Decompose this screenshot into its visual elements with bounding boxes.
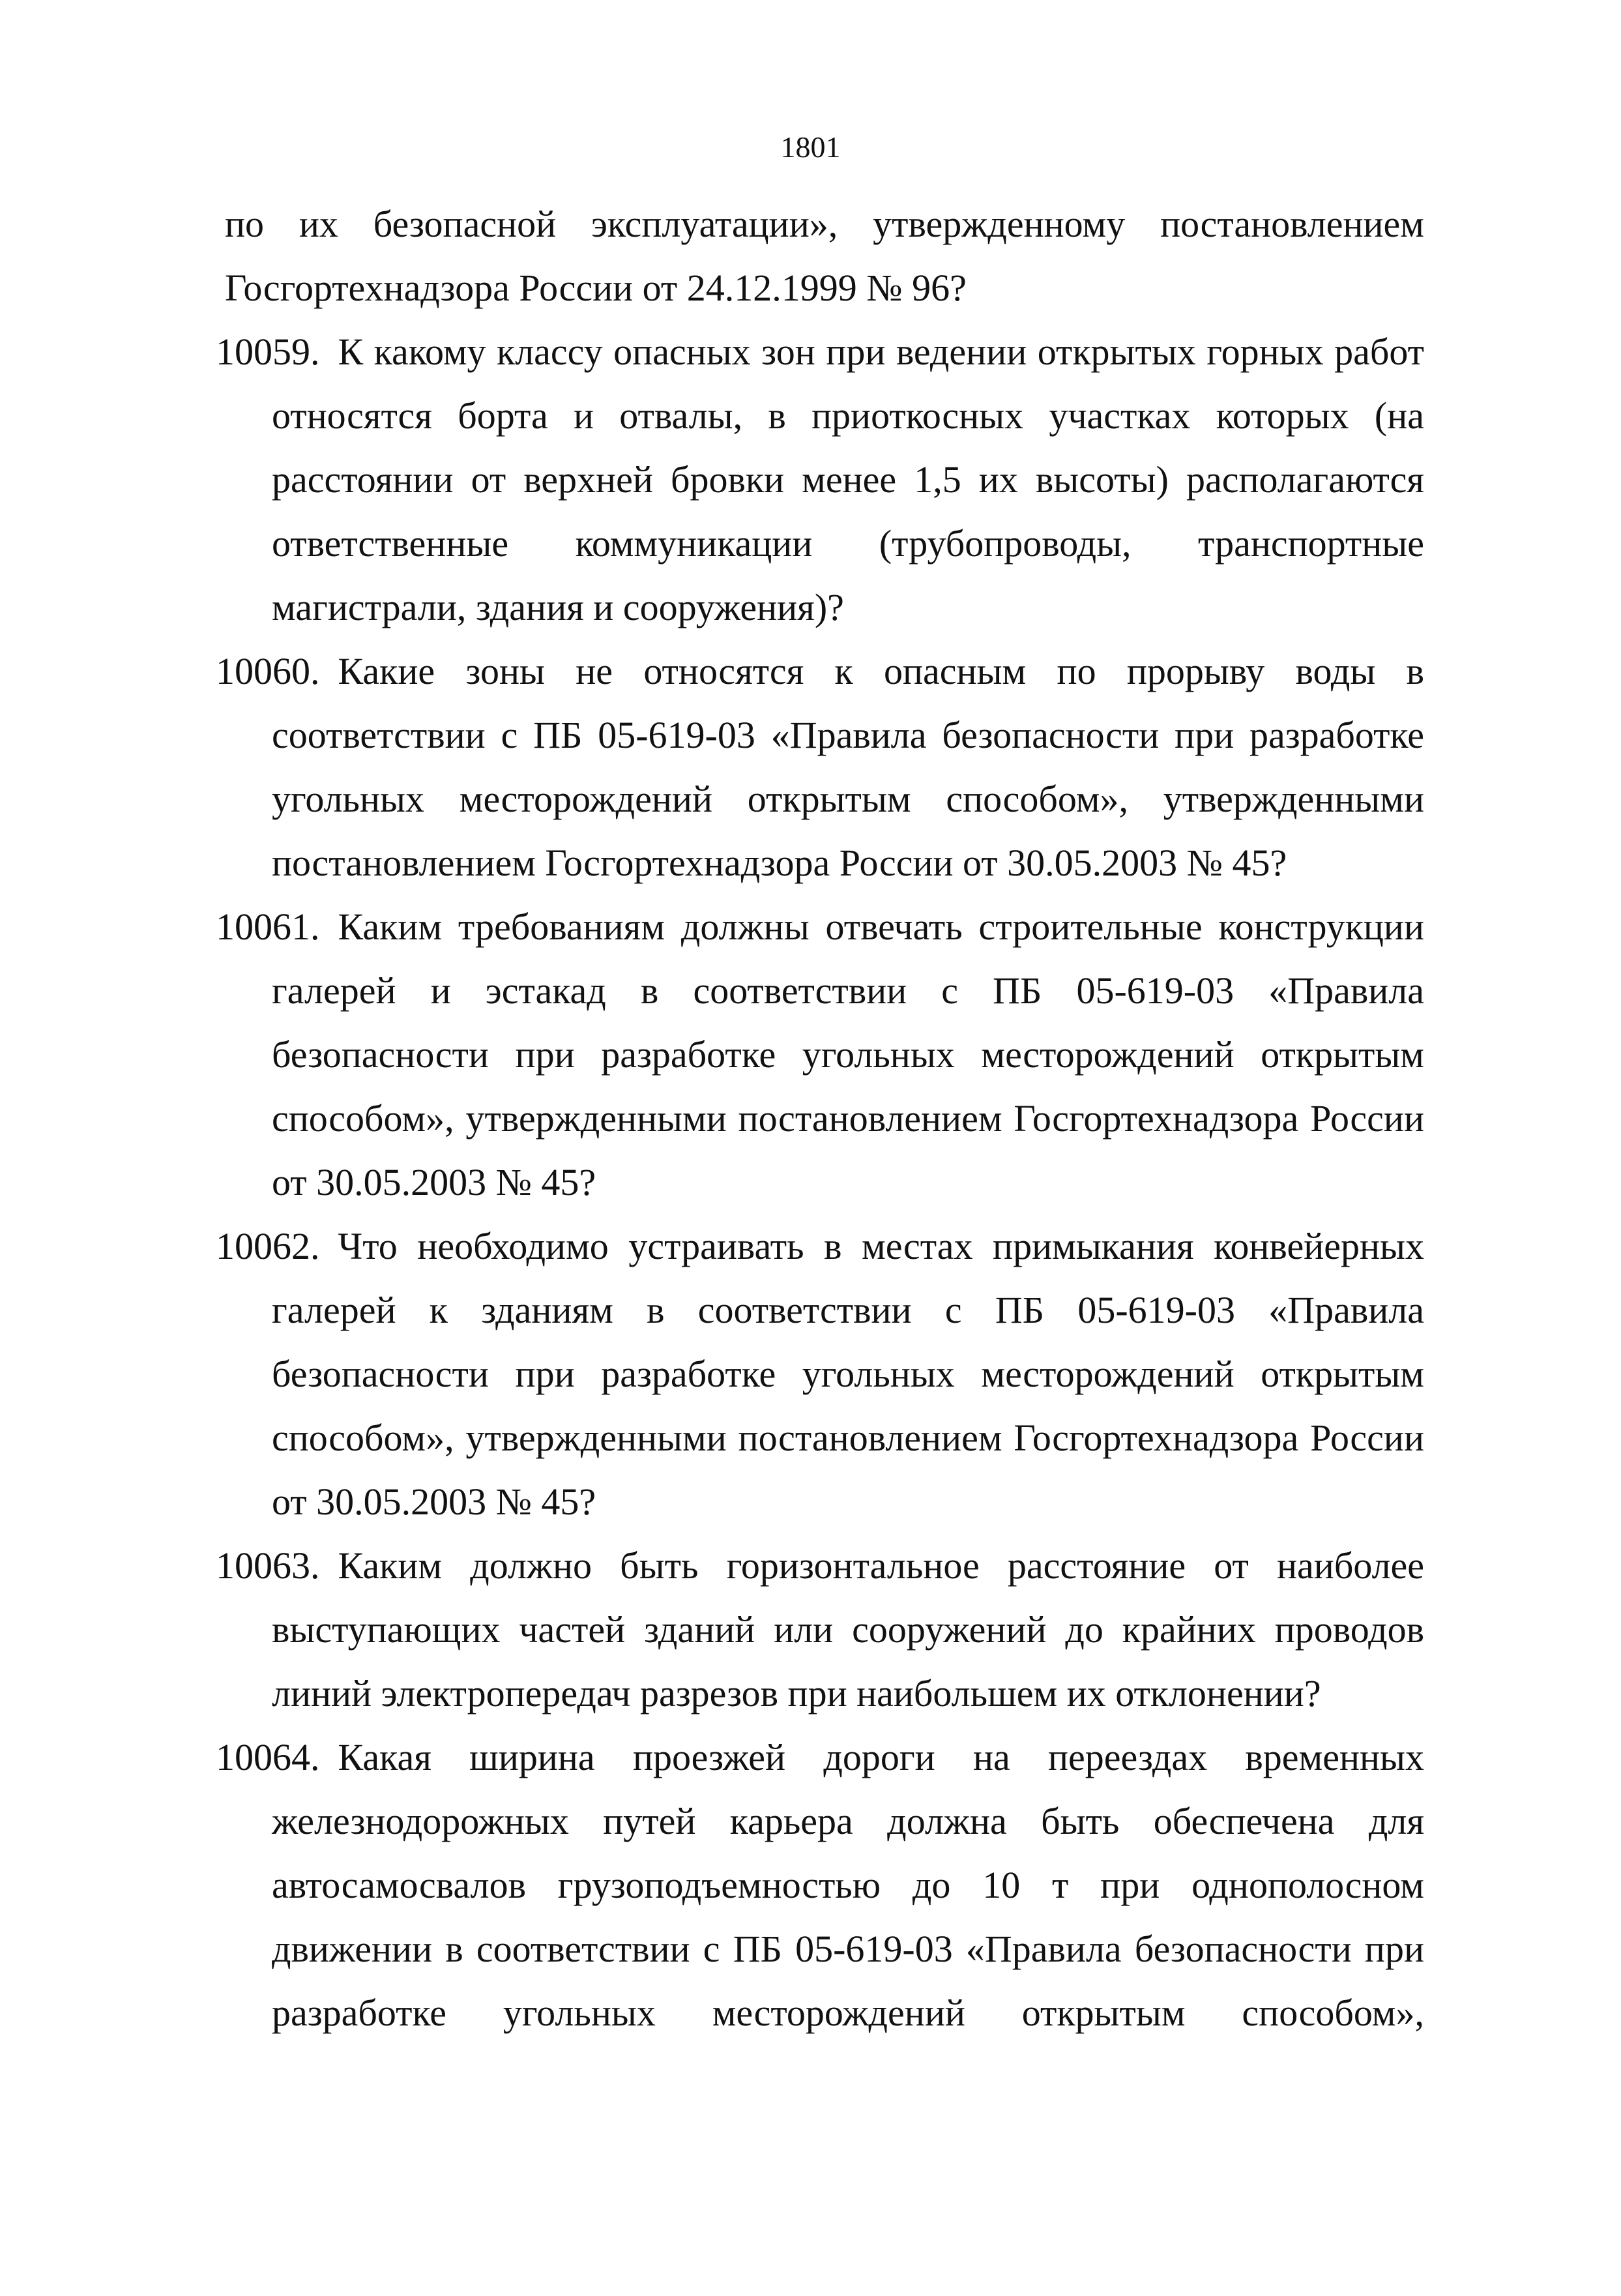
page-number: 1801	[780, 130, 841, 164]
question-item	[216, 1726, 1424, 2045]
question-text: Какие зоны не относятся к опасным по прорыву воды в соответствии с ПБ 05-619-03 «Правила безопасности при разработке угольных месторождений открытым способом», утвержденными постановлением Госгортехнадзора России от 30.05.2003 № 45?	[272, 650, 1424, 884]
question-text: К какому классу опасных зон при ведении открытых горных работ относятся борта и отвалы, в приоткосных участках которых (на расстоянии от верхней бровки менее 1,5 их высоты) располагаются ответственные коммуникации (трубопроводы, транспортные магистрали, здания и сооружения)?	[272, 331, 1424, 628]
question-number: 10064.	[216, 1736, 320, 1778]
question-number: 10060.	[216, 650, 320, 692]
question-item	[216, 320, 1424, 640]
question-number: 10062.	[216, 1225, 320, 1267]
question-text: Каким требованиям должны отвечать строительные конструкции галерей и эстакад в соответствии с ПБ 05-619-03 «Правила безопасности при разработке угольных месторождений открытым способом», утвержденными постановлением Госгортехнадзора России от 30.05.2003 № 45?	[272, 905, 1424, 1203]
question-item	[216, 1214, 1424, 1534]
question-text: Какая ширина проезжей дороги на переездах временных железнодорожных путей карьера должна быть обеспечена для автосамосвалов грузоподъемностью до 10 т при однополосном движении в соответствии с ПБ 05-619-03 «Правила безопасности при разработке угольных месторождений открытым способом»,	[272, 1736, 1424, 2034]
question-item	[216, 895, 1424, 1214]
question-text: Что необходимо устраивать в местах примыкания конвейерных галерей к зданиям в соответствии с ПБ 05-619-03 «Правила безопасности при разработке угольных месторождений открытым способом», утвержденными постановлением Госгортехнадзора России от 30.05.2003 № 45?	[272, 1225, 1424, 1523]
lead-paragraph: по их безопасной эксплуатации», утвержденному постановлением Госгортехнадзора России от 24.12.1999 № 96?	[225, 203, 1424, 309]
question-number: 10061.	[216, 905, 320, 948]
question-text: Каким должно быть горизонтальное расстояние от наиболее выступающих частей зданий или сооружений до крайних проводов линий электропередач разрезов при наибольшем их отклонении?	[272, 1544, 1424, 1715]
question-item	[216, 1534, 1424, 1726]
question-number: 10063.	[216, 1544, 320, 1587]
question-item	[216, 640, 1424, 895]
document-body	[216, 192, 1424, 2045]
question-number: 10059.	[216, 331, 320, 373]
